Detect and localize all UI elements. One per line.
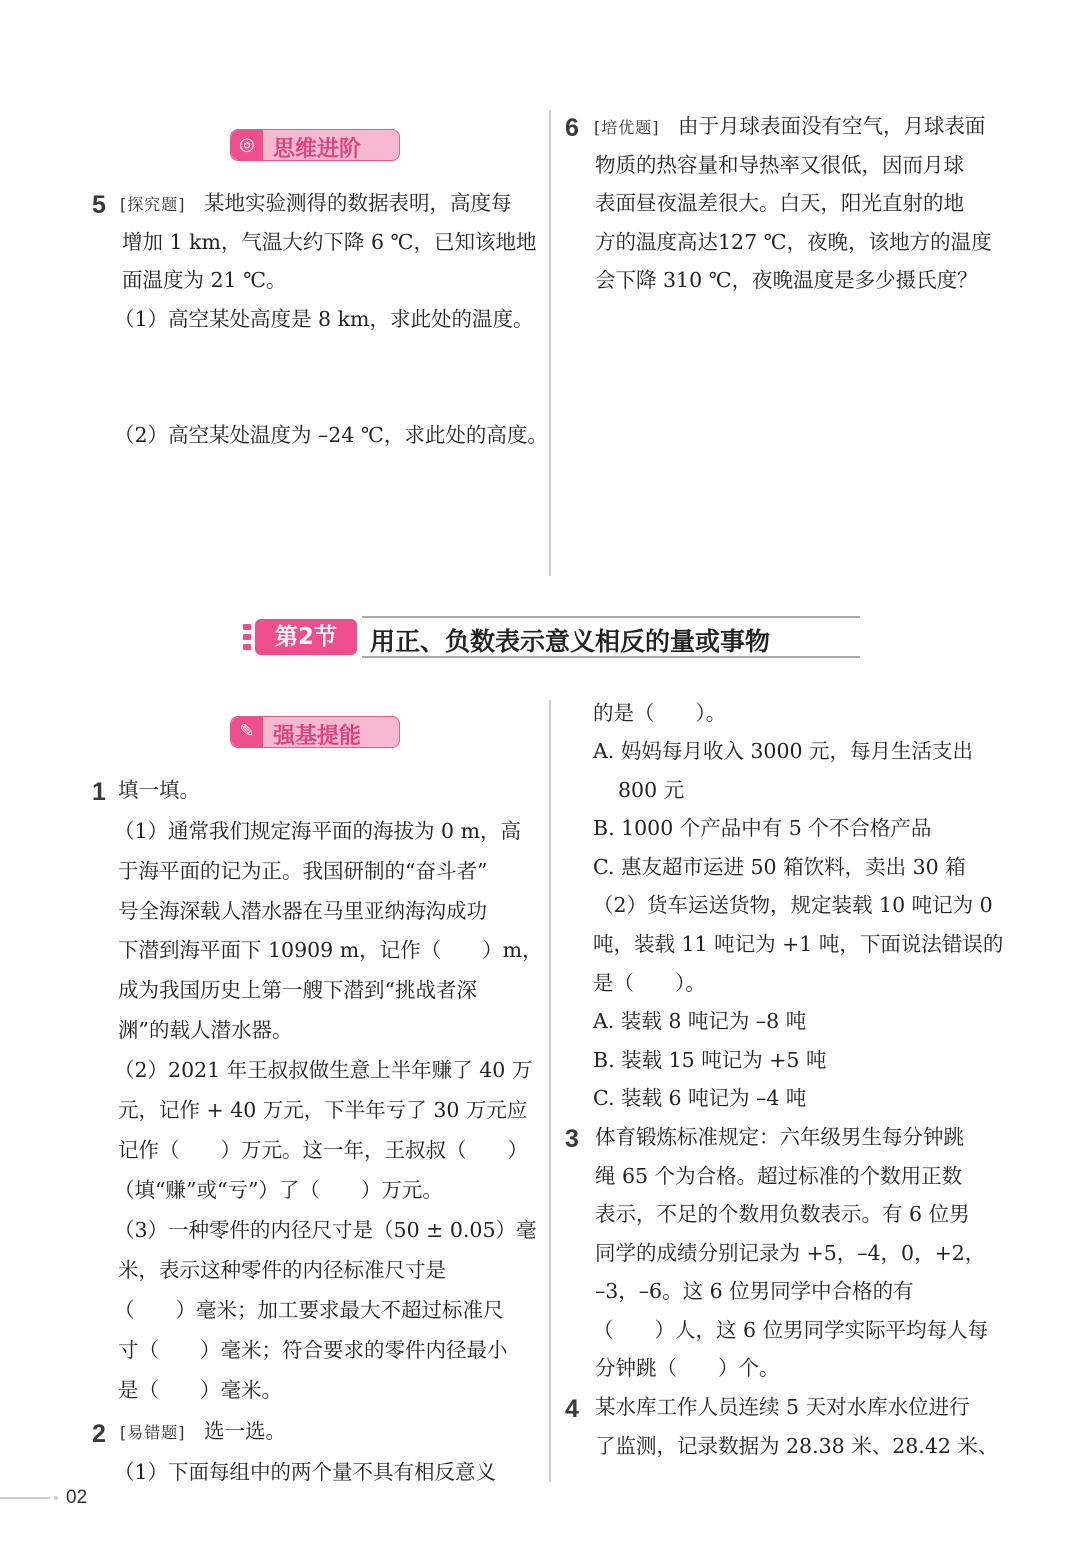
section-rule-top xyxy=(362,616,860,618)
q1-line-15: 寸（ ）毫米；符合要求的零件内径最小 xyxy=(118,1338,508,1362)
medal-icon: ◎ xyxy=(231,130,263,160)
q1-line-4: 号全海深载人潜水器在马里亚纳海沟成功 xyxy=(118,899,487,923)
q1-line-10: 记作（ ）万元。这一年，王叔叔（ ） xyxy=(118,1138,528,1162)
q6-line-4: 方的温度高达127 ℃，夜晚，该地方的温度 xyxy=(595,230,992,254)
badge-qiangji xyxy=(230,716,400,748)
section-title: 用正、负数表示意义相反的量或事物 xyxy=(370,627,771,656)
q1-line-5: 下潜到海平面下 10909 m，记作（ ）m， xyxy=(118,938,543,962)
q2-cont-7: 吨，装载 11 吨记为 +1 吨，下面说法错误的 xyxy=(593,932,1004,956)
q6-line-1: 由于月球表面没有空气，月球表面 xyxy=(678,114,986,138)
q3-line-6: （ ）人，这 6 位男同学实际平均每人每 xyxy=(593,1318,989,1342)
q2-cont-2: A. 妈妈每月收入 3000 元，每月生活支出 xyxy=(593,739,974,763)
section-marker xyxy=(243,624,251,650)
q1-line-11: （填“赚”或“亏”）了（ ）万元。 xyxy=(114,1178,443,1202)
section-label: 第2节 xyxy=(255,619,357,655)
page-number: 02 xyxy=(66,1487,88,1508)
q5-part-2: （2）高空某处温度为 –24 ℃，求此处的高度。 xyxy=(114,423,548,447)
q1-line-13: 米，表示这种零件的内径标准尺寸是 xyxy=(118,1258,446,1282)
q5-tag: [探究题] xyxy=(120,195,186,214)
page-number-rule xyxy=(0,1497,50,1499)
q1-line-9: 元，记作 + 40 万元，下半年亏了 30 万元应 xyxy=(118,1098,528,1122)
q5-line-2: 增加 1 km，气温大约下降 6 ℃，已知该地地 xyxy=(122,230,537,254)
q1-line-12: （3）一种零件的内径尺寸是（50 ± 0.05）毫 xyxy=(114,1218,537,1242)
q1-line-16: 是（ ）毫米。 xyxy=(118,1378,282,1402)
q6-line-3: 表面昼夜温差很大。白天，阳光直射的地 xyxy=(595,191,964,215)
pencil-icon: ✎ xyxy=(231,717,263,747)
q3-line-3: 表示，不足的个数用负数表示。有 6 位男 xyxy=(595,1202,970,1226)
q6-line-2: 物质的热容量和导热率又很低，因而月球 xyxy=(595,153,964,177)
q6-line-5: 会下降 310 ℃，夜晚温度是多少摄氏度？ xyxy=(595,268,978,292)
q5-line-1: 某地实验测得的数据表明，高度每 xyxy=(204,191,512,215)
question-number-3: 3 xyxy=(565,1125,579,1153)
badge-siwei xyxy=(230,129,400,161)
q3-line-4: 同学的成绩分别记录为 +5，–4，0，+2， xyxy=(595,1241,986,1265)
q1-line-6: 成为我国历史上第一艘下潜到“挑战者深 xyxy=(118,978,477,1002)
q2-cont-6: （2）货车运送货物，规定装载 10 吨记为 0 xyxy=(593,893,993,917)
q2-line-1: 选一选。 xyxy=(204,1419,286,1443)
q1-line-2: （1）通常我们规定海平面的海拔为 0 m，高 xyxy=(114,819,522,843)
q2-cont-8: 是（ ）。 xyxy=(593,971,706,995)
q3-line-5: –3，–6。这 6 位男同学中合格的有 xyxy=(595,1279,914,1303)
question-number-1: 1 xyxy=(92,778,106,806)
q3-line-1: 体育锻炼标准规定：六年级男生每分钟跳 xyxy=(595,1125,964,1149)
question-number-2: 2 xyxy=(92,1420,106,1448)
badge-qiangji-label: 强基提能 xyxy=(273,724,362,749)
question-number-6: 6 xyxy=(565,114,579,142)
column-divider-bottom xyxy=(549,700,551,1482)
q5-part-1: （1）高空某处高度是 8 km，求此处的温度。 xyxy=(114,307,534,331)
q2-cont-10: B. 装载 15 吨记为 +5 吨 xyxy=(593,1048,827,1072)
q2-cont-1: 的是（ ）。 xyxy=(593,701,727,725)
q2-cont-9: A. 装载 8 吨记为 –8 吨 xyxy=(593,1009,807,1033)
q2-tag: [易错题] xyxy=(120,1423,186,1442)
q2-cont-4: B. 1000 个产品中有 5 个不合格产品 xyxy=(593,816,932,840)
q1-line-3: 于海平面的记为正。我国研制的“奋斗者” xyxy=(118,859,488,883)
badge-siwei-label: 思维进阶 xyxy=(273,137,362,162)
q3-line-2: 绳 65 个为合格。超过标准的个数用正数 xyxy=(595,1164,963,1188)
q4-line-2: 了监测，记录数据为 28.38 米、28.42 米、 xyxy=(595,1434,999,1458)
q1-line-1: 填一填。 xyxy=(118,778,200,802)
q2-cont-3: 800 元 xyxy=(618,778,685,802)
q2-line-2: （1）下面每组中的两个量不具有相反意义 xyxy=(114,1460,497,1484)
q3-line-7: 分钟跳（ ）个。 xyxy=(595,1356,780,1380)
q2-cont-11: C. 装载 6 吨记为 –4 吨 xyxy=(593,1086,807,1110)
page-number-dot xyxy=(54,1496,58,1500)
column-divider-top xyxy=(549,110,551,576)
q1-line-14: （ ）毫米；加工要求最大不超过标准尺 xyxy=(114,1298,504,1322)
q1-line-8: （2）2021 年王叔叔做生意上半年赚了 40 万 xyxy=(114,1058,533,1082)
q6-tag: [培优题] xyxy=(594,118,660,137)
question-number-5: 5 xyxy=(92,191,106,219)
q5-line-3: 面温度为 21 ℃。 xyxy=(122,268,287,292)
q1-line-7: 渊”的载人潜水器。 xyxy=(118,1018,293,1042)
question-number-4: 4 xyxy=(565,1395,579,1423)
q4-line-1: 某水库工作人员连续 5 天对水库水位进行 xyxy=(595,1395,970,1419)
q2-cont-5: C. 惠友超市运进 50 箱饮料，卖出 30 箱 xyxy=(593,855,966,879)
